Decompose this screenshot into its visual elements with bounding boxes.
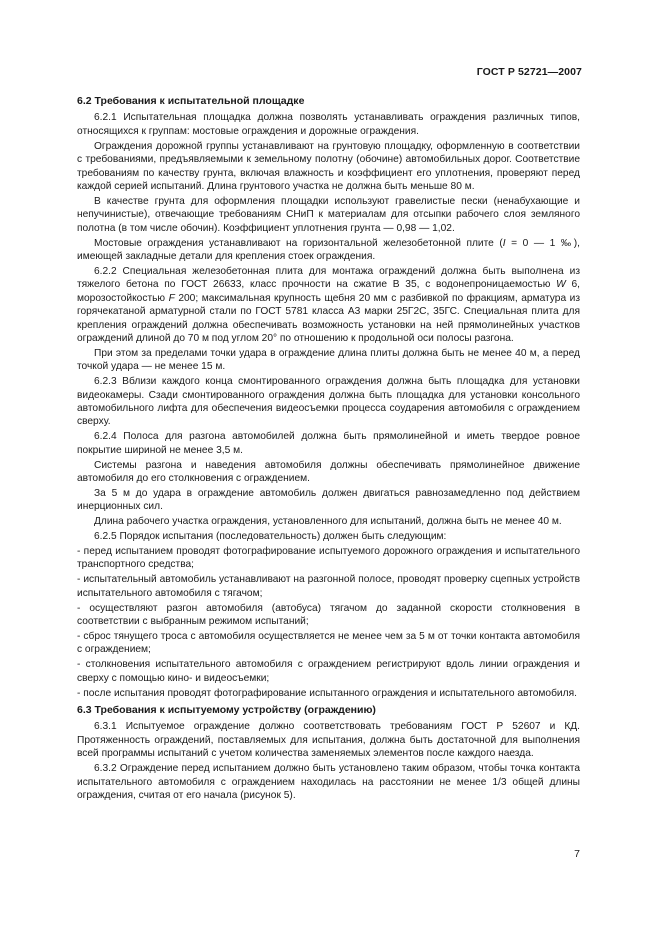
paragraph-guidance: Системы разгона и наведения автомобиля должны обеспечивать прямолинейное движение автомобиля до его столкновения с ограждением. <box>77 459 580 484</box>
paragraph-6-2-4: 6.2.4 Полоса для разгона автомобилей должна быть прямолинейной и иметь твердое ровное покрытие шириной не менее 3,5 м. <box>77 431 580 456</box>
section-6-3-heading: 6.3 Требования к испытуемому устройству (ограждению) <box>77 703 376 716</box>
page-number: 7 <box>574 848 580 860</box>
paragraph-6-3-2: 6.3.2 Ограждение перед испытанием должно быть установлено таким образом, чтобы точка контакта испытательного автомобиля с ограждением находилась на расстоянии не менее 1/3 общей длины ограждения, считая от его начала (рисунок 5). <box>77 763 580 801</box>
paragraph-6-2-5: 6.2.5 Порядок испытания (последовательность) должен быть следующим: <box>94 531 447 543</box>
paragraph-soil: В качестве грунта для оформления площадки используют гравелистые пески (ненабухающие и непучинистые), отвечающие требованиям СНиП к материалам для отсыпки рабочего слоя земляного полотна (в том числе обочин). Коэффициент уплотнения грунта — 0,98 — 1,02. <box>77 195 580 234</box>
paragraph-6-2-1: 6.2.1 Испытательная площадка должна позволять устанавливать ограждения различных типов, относящихся к группам: мостовые ограждения и дорожные ограждения. <box>77 112 580 137</box>
list-item: - испытательный автомобиль устанавливают на разгонной полосе, проводят проверку сцепных устройств испытательного автомобиля с тягачом; <box>77 574 580 599</box>
paragraph-working-length: Длина рабочего участка ограждения, установленного для испытаний, должна быть не менее 40 м. <box>94 516 562 528</box>
section-6-2-heading: 6.2 Требования к испытательной площадке <box>77 95 305 107</box>
paragraph-6-3-1: 6.3.1 Испытуемое ограждение должно соответствовать требованиям ГОСТ Р 52607 и КД. Протяженность ограждений, поставляемых для испытания, должна быть достаточной для выполнения всей программы испытаний с учетом количества заменяемых элементов после каждого наезда. <box>77 721 580 760</box>
paragraph-road-group: Ограждения дорожной группы устанавливают на грунтовую площадку, оформленную в соответствии с требованиями, предъявляемыми к земельному полотну (обочине) автомобильных дорог. Соответствие требованиям по качеству грунта, включая влажность и коэффициент его уплотнения, проверяют перед каждой серией испытаний. Длина грунтового участка не должна быть меньше 80 м. <box>77 140 580 192</box>
paragraph-deceleration: За 5 м до удара в ограждение автомобиль должен двигаться равнозамедленно под действием инерционных сил. <box>77 487 580 513</box>
list-item: - столкновения испытательного автомобиля с ограждением регистрируют вдоль линии ограждения и сверху с помощью кино- и видеосъемки; <box>77 659 580 684</box>
document-header: ГОСТ Р 52721—2007 <box>476 66 582 78</box>
document-body <box>77 95 580 804</box>
list-item: - перед испытанием проводят фотографирование испытуемого дорожного ограждения и испытательного транспортного средства; <box>77 546 580 571</box>
paragraph-6-2-3: 6.2.3 Вблизи каждого конца смонтированного ограждения должна быть площадка для установки видеокамеры. Сзади смонтированного ограждения должна быть площадка для установки консольного автомобильного лифта для обеспечения видеосъемки процесса соударения автомобиля с ограждением сверху. <box>77 376 580 428</box>
paragraph-bridge-barriers: Мостовые ограждения устанавливают на горизонтальной железобетонной плите (I = 0 — 1 ‰), имеющей закладные детали для крепления стоек ограждения. <box>77 237 581 262</box>
paragraph-slab-length: При этом за пределами точки удара в ограждение длина плиты должна быть не менее 40 м, а перед точкой удара — не менее 15 м. <box>77 347 580 373</box>
list-item: - после испытания проводят фотографирование испытанного ограждения и испытательного автомобиля. <box>77 687 577 699</box>
list-item: - сброс тянущего троса с автомобиля осуществляется не менее чем за 5 м от точки контакта автомобиля с ограждением; <box>77 630 580 656</box>
paragraph-6-2-2: 6.2.2 Специальная железобетонная плита для монтажа ограждений должна быть выполнена из тяжелого бетона по ГОСТ 26633, класс прочности на сжатие В 35, с водонепроницаемостью W 6, морозостойкостью F 200; максимальная крупность щебня 20 мм с разбивкой по фракциям, арматура из горячекатаной арматурной стали по ГОСТ 5781 класса А3 марки 25Г2С, 35ГС. Специальная плита для крепления ограждений должна обеспечивать возможность установки на ней прямолинейных участков ограждений длиной до 70 м под углом 20° по отношению к продольной оси полосы разгона. <box>77 265 581 344</box>
list-item: - осуществляют разгон автомобиля (автобуса) тягачом до заданной скорости столкновения в соответствии с выбранным режимом испытаний; <box>77 602 580 628</box>
